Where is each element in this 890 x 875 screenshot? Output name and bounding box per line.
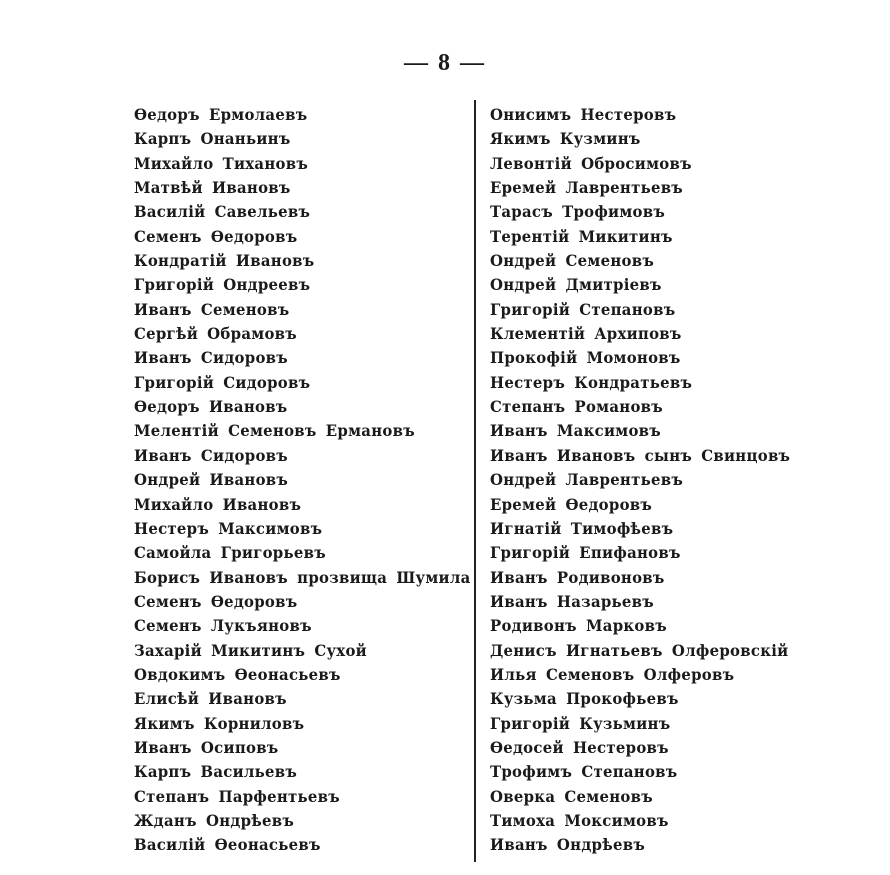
name-entry: Игнатій Тимофѣевъ [490,518,674,538]
name-entry: Клементій Архиповъ [490,324,682,344]
name-entry: Денисъ Игнатьевъ Олферовскій [490,640,789,660]
name-entry: Борисъ Ивановъ прозвища Шумила [134,567,471,587]
name-entry: Ѳедосей Нестеровъ [490,737,669,757]
name-entry: Терентій Микитинъ [490,226,673,246]
name-entry: Якимъ Кузминъ [490,129,641,149]
name-entry: Мелентій Семеновъ Ермановъ [134,421,415,441]
name-entry: Иванъ Родивоновъ [490,567,665,587]
name-entry: Тарасъ Трофимовъ [490,202,666,222]
name-entry: Григорій Епифановъ [490,543,681,563]
left-name-column [134,103,471,858]
name-entry: Михайло Тихановъ [134,153,309,173]
column-divider [474,100,476,862]
name-entry: Григорій Ондреевъ [134,275,311,295]
name-entry: Трофимъ Степановъ [490,762,678,782]
name-entry: Оверка Семеновъ [490,786,653,806]
name-entry: Степанъ Парфентьевъ [134,786,340,806]
name-entry: Левонтій Обросимовъ [490,153,692,173]
name-entry: Прокофій Момоновъ [490,348,681,368]
name-entry: Кузьма Прокофьевъ [490,689,679,709]
right-name-column [490,103,790,858]
name-entry: Григорій Степановъ [490,299,676,319]
name-entry: Карпъ Онаньинъ [134,129,291,149]
name-entry: Кондратій Ивановъ [134,251,315,271]
name-entry: Онисимъ Нестеровъ [490,105,677,124]
name-entry: Родивонъ Марковъ [490,616,667,636]
name-entry: Григорій Кузьминъ [490,713,671,733]
name-entry: Степанъ Романовъ [490,397,663,417]
name-entry: Иванъ Сидоровъ [134,445,288,465]
name-entry: Ѳедоръ Ивановъ [134,397,288,417]
name-entry: Овдокимъ Ѳеонасьевъ [134,664,341,684]
name-entry: Василій Савельевъ [134,202,311,222]
name-entry: Григорій Сидоровъ [134,372,311,392]
name-entry: Захарій Микитинъ Сухой [134,640,367,660]
name-entry: Ондрей Дмитріевъ [490,275,662,295]
name-entry: Елисѣй Ивановъ [134,689,287,709]
name-entry: Якимъ Корниловъ [134,713,305,733]
name-entry: Жданъ Ондрѣевъ [134,810,295,830]
name-entry: Илья Семеновъ Олферовъ [490,664,735,684]
name-entry: Иванъ Ондрѣевъ [490,835,646,855]
name-entry: Карпъ Васильевъ [134,762,298,782]
name-entry: Еремей Ѳедоровъ [490,494,653,514]
name-entry: Ондрей Лаврентьевъ [490,470,684,490]
name-entry: Ондрей Семеновъ [490,251,655,271]
name-entry: Тимоха Моксимовъ [490,810,669,830]
name-entry: Василій Ѳеонасьевъ [134,835,321,855]
name-entry: Семенъ Ѳедоровъ [134,591,298,611]
name-entry: Иванъ Назарьевъ [490,591,654,611]
name-entry: Иванъ Сидоровъ [134,348,288,368]
name-entry: Ондрей Ивановъ [134,470,289,490]
name-entry: Нестеръ Максимовъ [134,518,323,538]
name-entry: Сергѣй Обрамовъ [134,324,297,344]
name-entry: Семенъ Ѳедоровъ [134,226,298,246]
name-entry: Иванъ Семеновъ [134,299,290,319]
name-entry: Нестеръ Кондратьевъ [490,372,693,392]
name-entry: Ѳедоръ Ермолаевъ [134,105,308,124]
name-entry: Иванъ Осиповъ [134,737,279,757]
name-entry: Матвѣй Ивановъ [134,178,291,198]
name-entry: Михайло Ивановъ [134,494,302,514]
name-entry: Иванъ Ивановъ сынъ Свинцовъ [490,445,791,465]
name-entry: Семенъ Лукъяновъ [134,616,312,636]
name-entry: Еремей Лаврентьевъ [490,178,684,198]
name-entry: Иванъ Максимовъ [490,421,661,441]
page-number: — 8 — [404,50,486,76]
name-entry: Самойла Григорьевъ [134,543,326,563]
